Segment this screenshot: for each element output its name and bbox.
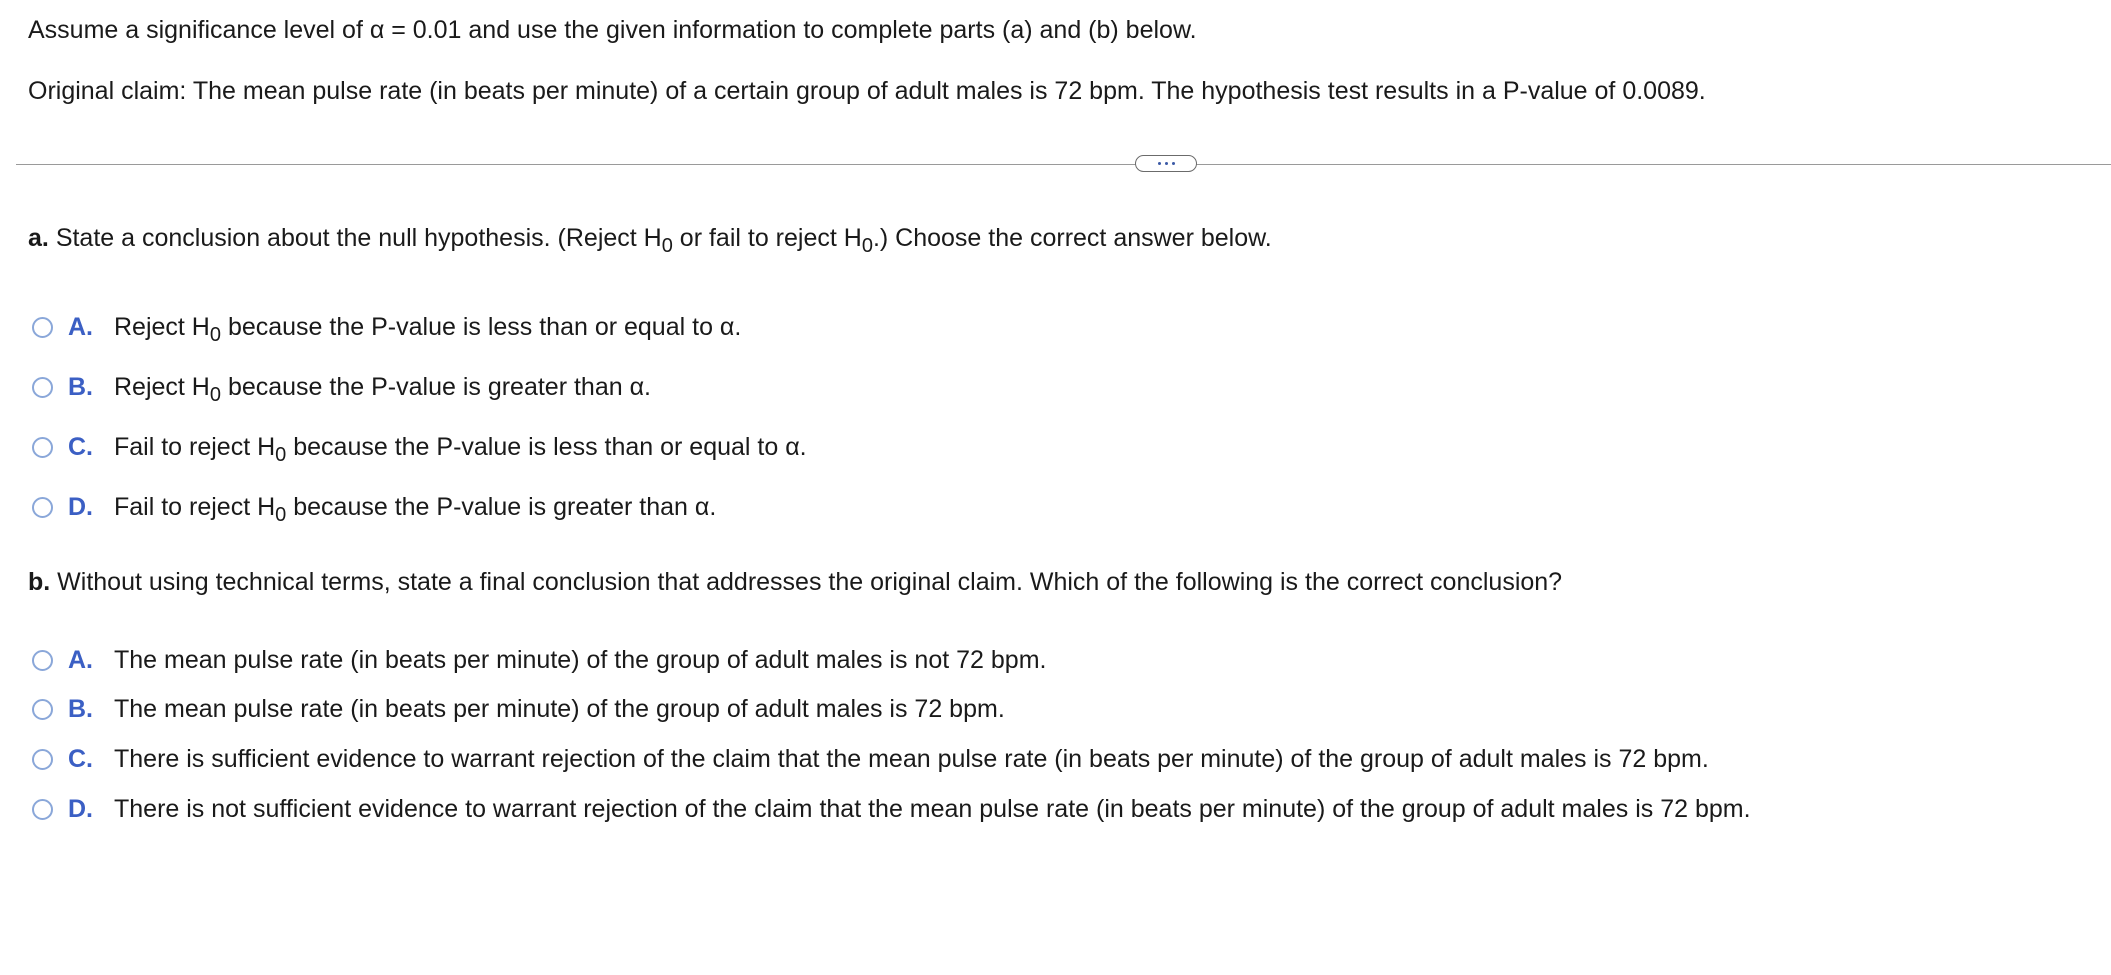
option-text: There is not sufficient evidence to warrant rejection of the claim that the mean pulse rate (in beats per minute) of the group of adult males is 72 bpm. [114,794,1751,823]
radio-button[interactable] [32,799,53,820]
part-b-prompt [28,567,1562,597]
part-a-label: a. [28,224,49,252]
part-a-prompt [28,223,1272,255]
option-letter: A. [68,645,93,674]
option-letter: D. [68,492,93,521]
option-letter: C. [68,744,93,773]
radio-button[interactable] [32,377,53,398]
option-text: There is sufficient evidence to warrant rejection of the claim that the mean pulse rate (in beats per minute) of the group of adult males is 72 bpm. [114,744,1709,773]
option-text: The mean pulse rate (in beats per minute) of the group of adult males is 72 bpm. [114,694,1005,723]
part-a-prompt-text-1: State a conclusion about the null hypothesis. (Reject H [55,224,662,252]
option-letter: C. [68,432,93,461]
part-a-option-b[interactable] [32,372,651,406]
more-options-button[interactable] [1135,155,1197,172]
option-text: Fail to reject $H_0$ because the P-value is less than or equal to α. [114,432,807,466]
part-a-option-a[interactable] [32,312,742,346]
option-letter: B. [68,372,93,401]
part-b-option-c[interactable] [32,744,1709,774]
part-b-prompt-text: Without using technical terms, state a final conclusion that addresses the original claim. Which of the following is the correct conclusion? [57,568,1563,596]
part-b-option-b[interactable] [32,694,1005,724]
radio-button[interactable] [32,497,53,518]
radio-button[interactable] [32,699,53,720]
radio-button[interactable] [32,437,53,458]
section-divider [16,164,2111,165]
subscript-zero: 0 [861,235,873,257]
part-a-prompt-text-2: or fail to reject H [672,224,862,252]
part-a-prompt-text-3: .) Choose the correct answer below. [872,224,1272,252]
radio-button[interactable] [32,749,53,770]
option-letter: A. [68,312,93,341]
option-letter: B. [68,694,93,723]
option-text: Reject $H_0$ because the P-value is less than or equal to α. [114,312,742,346]
part-b-option-a[interactable] [32,645,1046,675]
intro-text-1: Assume a significance level of α = 0.01 and use the given information to complete parts (a) and (b) below. [28,16,1197,44]
radio-button[interactable] [32,650,53,671]
option-text: The mean pulse rate (in beats per minute) of the group of adult males is not 72 bpm. [114,645,1047,674]
option-text: Reject $H_0$ because the P-value is greater than α. [114,372,651,406]
part-a-option-d[interactable] [32,492,717,526]
part-b-label: b. [28,568,51,596]
part-a-option-c[interactable] [32,432,807,466]
more-dot-icon [1172,162,1175,165]
intro-text-2: Original claim: The mean pulse rate (in beats per minute) of a certain group of adult males is 72 bpm. The hypothesis test results in a P-value of 0.0089. [28,77,1706,105]
subscript-zero: 0 [661,235,673,257]
more-dot-icon [1158,162,1161,165]
option-text: Fail to reject $H_0$ because the P-value is greater than α. [114,492,717,526]
option-letter: D. [68,794,93,823]
more-dot-icon [1165,162,1168,165]
part-b-option-d[interactable] [32,794,1751,824]
radio-button[interactable] [32,317,53,338]
